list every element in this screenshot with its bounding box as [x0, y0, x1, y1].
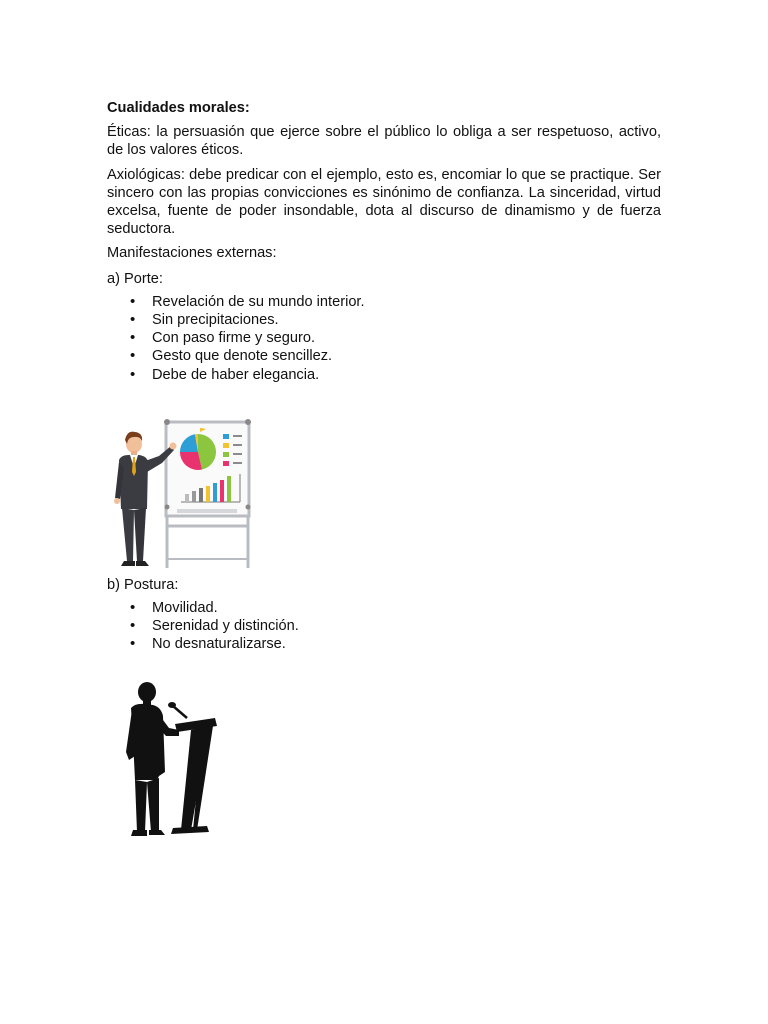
list-item: • Serenidad y distinción. [152, 617, 661, 635]
postura-list [107, 599, 661, 654]
document-page [107, 99, 661, 840]
whiteboard-icon [164, 419, 251, 568]
list-item: • Debe de haber elegancia. [152, 366, 661, 384]
list-item: • Con paso firme y seguro. [152, 329, 661, 347]
speaker-podium-silhouette [117, 680, 227, 840]
paragraph-axiologicas: Axiológicas: debe predicar con el ejemplo, esto es, encomiar lo que se practique. Ser sincero con las propias convicciones es sinónimo de confianza. La sinceridad, virtud excelsa, fuente de poder insondable, dota al discurso de dinamismo y de fuerza seductora. [107, 166, 661, 238]
list-item: • Revelación de su mundo interior. [152, 293, 661, 311]
podium-icon [168, 702, 217, 834]
porte-label: a) Porte: [107, 270, 163, 287]
section-heading: Cualidades morales: [107, 100, 250, 116]
porte-list [107, 293, 661, 384]
list-item: • Gesto que denote sencillez. [152, 347, 661, 365]
postura-label: b) Postura: [107, 576, 179, 593]
presenter-whiteboard-illustration [107, 406, 255, 572]
manifestaciones-label: Manifestaciones externas: [107, 245, 277, 262]
list-item: • Sin precipitaciones. [152, 311, 661, 329]
paragraph-eticas: Éticas: la persuasión que ejerce sobre el público lo obliga a ser respetuoso, activo, de los valores éticos. [107, 124, 661, 159]
list-item: • Movilidad. [152, 599, 661, 617]
list-item: • No desnaturalizarse. [152, 635, 661, 653]
